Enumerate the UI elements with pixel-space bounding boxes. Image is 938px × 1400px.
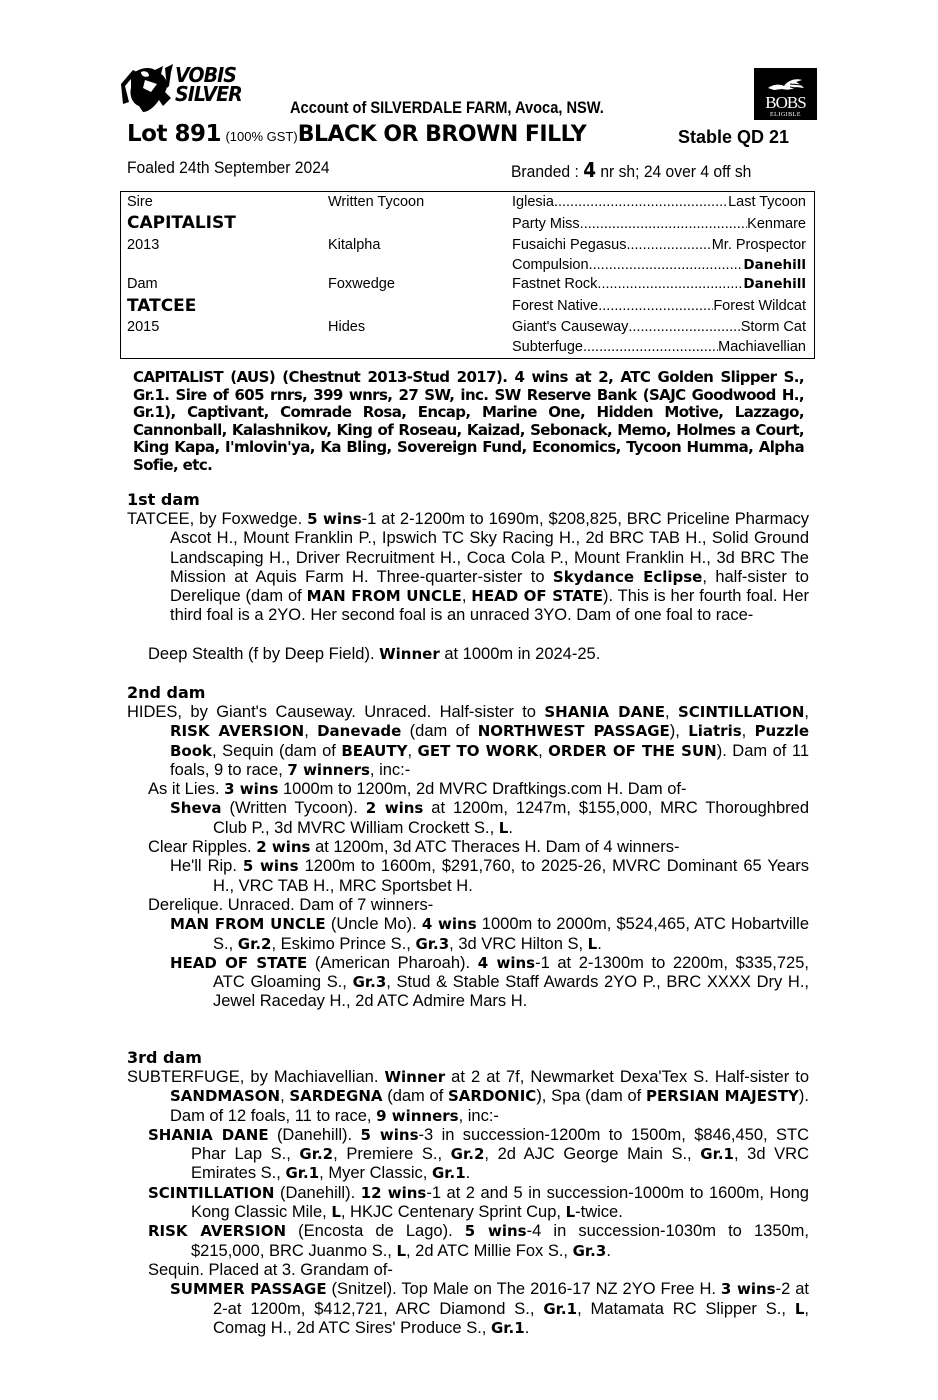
bold-highlight: 5 wins — [360, 1125, 419, 1144]
great-grandparent-row: Iglesia ..... Last Tycoon — [512, 194, 806, 210]
brand-info — [511, 158, 751, 182]
pedigree-entry: HIDES, by Giant's Causeway. Unraced. Half-sister to SHANIA DANE, SCINTILLATION, RISK AVERSION, Danevade (dam of NORTHWEST PASSAGE), Liatris, Puzzle Book, Sequin (dam of BEAUTY, GET TO WORK, ORDER OF THE SUN). Dam of 11 foals, 9 to race, 7 winners, inc:- — [127, 703, 810, 779]
bold-highlight: Gr.1 — [431, 1164, 466, 1183]
great-grandparent-row: Forest Native ..... Forest Wildcat — [512, 298, 806, 314]
great-grandparent-row: Giant's Causeway ..... Storm Cat — [512, 319, 806, 335]
bold-highlight: L — [565, 1203, 576, 1222]
pedigree-entry: As it Lies. 3 wins 1000m to 1200m, 2d MVRC Draftkings.com H. Dam of- — [148, 780, 687, 799]
great-grandparent-row: Fastnet Rock ..... Danehill — [512, 276, 806, 292]
pedigree-entry: SCINTILLATION (Danehill). 12 wins-1 at 2 and 5 in succession-1000m to 1600m, Hong Kong Classic Mile, L, HKJC Centenary Sprint Cup, L-twice. — [148, 1183, 809, 1222]
dam-name: TATCEE — [127, 296, 197, 316]
bold-highlight: Gr.2 — [237, 934, 272, 953]
bold-highlight: Gr.1 — [700, 1145, 734, 1164]
pedigree-entry: Sequin. Placed at 3. Grandam of- — [148, 1260, 393, 1279]
bold-highlight: ORDER OF THE SUN — [548, 741, 717, 760]
bold-highlight: Puzzle Book — [170, 722, 810, 760]
sire-year: 2013 — [127, 237, 160, 253]
vendor-account: Account of SILVERDALE FARM, Avoca, NSW. — [290, 98, 604, 117]
bold-highlight: Gr.1 — [490, 1318, 525, 1337]
bold-highlight: HEAD OF STATE — [170, 953, 308, 972]
pedigree-entry: He'll Rip. 5 wins 1200m to 1600m, $291,760, to 2025-26, MVRC Dominant 65 Years H., VRC TAB H., MRC Sportsbet H. — [170, 857, 810, 895]
bold-highlight: Sheva — [170, 799, 222, 818]
bold-highlight: Gr.1 — [543, 1299, 578, 1318]
second-dam-entries — [127, 703, 809, 1012]
bold-highlight: 4 wins — [477, 953, 536, 972]
bold-highlight: L — [331, 1203, 341, 1222]
bold-highlight: Gr.3 — [572, 1241, 607, 1260]
dam-label: Dam — [127, 276, 158, 292]
bold-highlight: SANDMASON — [170, 1087, 281, 1106]
pedigree-entry: Derelique. Unraced. Dam of 7 winners- — [148, 895, 434, 914]
bold-highlight: Danevade — [317, 722, 402, 741]
bold-highlight: 9 winners — [376, 1106, 459, 1125]
pedigree-entry: SUBTERFUGE, by Machiavellian. Winner at 2 at 7f, Newmarket Dexa'Tex S. Half-sister to SANDMASON, SARDEGNA (dam of SARDONIC), Spa (dam of PERSIAN MAJESTY). Dam of 12 foals, 11 to race, 9 winners, inc:- — [127, 1068, 809, 1125]
vobis-silver-logo — [115, 62, 255, 118]
pedigree-entry: SUMMER PASSAGE (Snitzel). Top Male on The 2016-17 NZ 2YO Free H. 3 wins-2 at 2-at 1200m, $412,721, ARC Diamond S., Gr.1, Matamata RC Slipper S., L, Comag H., 2d ATC Sires' Produce S., Gr.1. — [170, 1280, 809, 1337]
bold-highlight: L — [794, 1299, 805, 1318]
bold-highlight: Winner — [379, 645, 440, 663]
foaled-date: Foaled 24th September 2024 — [127, 158, 330, 177]
bold-highlight: NORTHWEST PASSAGE — [477, 722, 670, 741]
bold-highlight: 12 wins — [360, 1183, 427, 1202]
bold-highlight: Liatris — [688, 722, 742, 741]
bold-highlight: L — [498, 818, 509, 837]
bold-highlight: Gr.2 — [299, 1145, 334, 1164]
lot-number: Lot 891 — [127, 121, 221, 147]
sire-summary: CAPITALIST (AUS) (Chestnut 2013-Stud 2017). 4 wins at 2, ATC Golden Slipper S., Gr.1. Sire of 605 rnrs, 399 wnrs, 27 SW, inc. SW Reserve Bank (SAJC Goodwood H., Gr.1), Captivant, Comrade Rosa, Encap, Marine One, Hidden Motive, Lazzago, Cannonball, Kalashnikov, King of Roseau, Kaizad, Sebonack, Memo, Holmes a Court, King Kapa, I'mlovin'ya, Ka Bling, Sovereign Fund, Economics, Tycoon Humma, Alpha Sofie, etc. — [133, 368, 804, 474]
brand-mark-icon: 4 — [583, 158, 596, 182]
bold-highlight: Gr.3 — [352, 973, 387, 992]
bold-highlight: Gr.2 — [450, 1145, 485, 1164]
pedigree-entry: RISK AVERSION (Encosta de Lago). 5 wins-4 in succession-1030m to 1350m, $215,000, BRC Juanmo S., L, 2d ATC Millie Fox S., Gr.3. — [148, 1222, 810, 1260]
logo-line-2: SILVER — [175, 82, 242, 106]
great-grandparent-row: Party Miss ..... Kenmare — [512, 216, 806, 232]
first-dam-heading: 1st dam — [127, 490, 200, 509]
pedigree-entry: Clear Ripples. 2 wins at 1200m, 3d ATC Theraces H. Dam of 4 winners- — [148, 838, 680, 857]
bold-highlight: GET TO WORK — [417, 741, 539, 760]
sire-dam: Kitalpha — [328, 237, 381, 253]
bold-highlight: HEAD OF STATE — [471, 587, 603, 606]
bold-highlight: SHANIA DANE — [544, 703, 665, 721]
bold-highlight: MAN FROM UNCLE — [306, 587, 462, 606]
bold-highlight: Gr.3 — [415, 934, 450, 953]
pedigree-entry: MAN FROM UNCLE (Uncle Mo). 4 wins 1000m to 2000m, $524,465, ATC Hobartville S., Gr.2, Eskimo Prince S., Gr.3, 3d VRC Hilton S, L. — [170, 915, 810, 953]
bold-highlight: 3 wins — [720, 1280, 776, 1299]
sire-name: CAPITALIST — [127, 213, 236, 233]
sire-sire: Written Tycoon — [328, 194, 425, 210]
bold-highlight: BEAUTY — [341, 741, 408, 760]
bold-highlight: RISK AVERSION — [170, 722, 305, 741]
bobs-horse-icon — [766, 74, 806, 94]
bold-highlight: 5 wins — [242, 857, 299, 876]
bold-highlight: 4 wins — [421, 915, 477, 934]
logo-line-1: VOBIS — [175, 63, 237, 87]
pedigree-entry: HEAD OF STATE (American Pharoah). 4 wins-1 at 2-1300m to 2200m, $335,725, ATC Gloaming S., Gr.3, Stud & Stable Staff Awards 2YO P., BRC XXXX Dry H., Jewel Raceday H., 2d ATC Admire Mars H. — [170, 953, 809, 1011]
bold-highlight: SHANIA DANE — [148, 1125, 269, 1144]
horse-description: BLACK OR BROWN FILLY — [297, 122, 587, 147]
stable-location: Stable QD 21 — [678, 127, 790, 147]
branded-details: nr sh; 24 over 4 off sh — [600, 162, 752, 181]
third-dam-entries — [127, 1068, 809, 1338]
bold-highlight: 5 wins — [307, 510, 362, 528]
gst-note: (100% GST) — [225, 129, 298, 144]
bold-highlight: SUMMER PASSAGE — [170, 1280, 327, 1299]
bold-highlight: RISK AVERSION — [148, 1222, 287, 1241]
bold-highlight: Winner — [384, 1068, 446, 1086]
bobs-eligible-logo — [754, 68, 817, 120]
pedigree-entry: Sheva (Written Tycoon). 2 wins at 1200m, 1247m, $155,000, MRC Thoroughbred Club P., 3d MVRC William Crockett S., L. — [170, 799, 810, 837]
branded-label: Branded : — [511, 162, 579, 181]
bold-highlight: PERSIAN MAJESTY — [645, 1087, 799, 1106]
first-dam-paragraph: TATCEE, by Foxwedge. 5 wins-1 at 2-1200m to 1690m, $208,825, BRC Priceline Pharmacy Ascot H., Mount Franklin P., Ipswich TC Sky Racing H., 2d BRC TAB H., Solid Ground Landscaping H., Driver Recruitment H., Coca Cola P., Mount Franklin H., 3d BRC The Mission at Aquis Farm H. Three-quarter-sister to Skydance Eclipse, half-sister to Derelique (dam of MAN FROM UNCLE, HEAD OF STATE). This is her fourth foal. Her third foal is a 2YO. Her second foal is an unraced 3YO. Dam of one foal to race- — [127, 510, 810, 625]
bold-highlight: SARDONIC — [448, 1087, 537, 1106]
sire-label: Sire — [127, 194, 153, 210]
second-dam-heading: 2nd dam — [127, 683, 206, 702]
bold-highlight: L — [396, 1241, 407, 1260]
great-grandparent-row: Fusaichi Pegasus ..... Mr. Prospector — [512, 237, 806, 253]
eligible-text: ELIGIBLE — [770, 112, 801, 118]
bold-highlight: 3 wins — [224, 780, 279, 799]
dam-year: 2015 — [127, 319, 160, 335]
bold-highlight: 2 wins — [365, 799, 424, 818]
bold-highlight: L — [587, 934, 598, 953]
great-grandparent-row: Subterfuge ..... Machiavellian — [512, 339, 806, 355]
third-dam-heading: 3rd dam — [127, 1048, 202, 1067]
first-dam-progeny: Deep Stealth (f by Deep Field). Winner at 1000m in 2024-25. — [148, 645, 601, 663]
bold-highlight: 5 wins — [464, 1222, 527, 1241]
bold-highlight: MAN FROM UNCLE — [170, 915, 326, 934]
bold-highlight: Gr.1 — [285, 1164, 320, 1183]
dam-dam: Hides — [328, 319, 366, 335]
lot-heading — [127, 121, 586, 147]
great-grandparent-row: Compulsion ..... Danehill — [512, 257, 806, 273]
bold-highlight: 7 winners — [287, 760, 370, 779]
bold-highlight: 2 wins — [256, 838, 311, 857]
pedigree-entry: SHANIA DANE (Danehill). 5 wins-3 in succession-1200m to 1500m, $846,450, STC Phar Lap S., Gr.2, Premiere S., Gr.2, 2d AJC George Main S., Gr.1, 3d VRC Emirates S., Gr.1, Myer Classic, Gr.1. — [148, 1125, 809, 1183]
bold-highlight: Skydance Eclipse — [552, 567, 703, 586]
pedigree-table — [120, 191, 815, 359]
bold-highlight: SARDEGNA — [289, 1087, 383, 1106]
bold-highlight: SCINTILLATION — [677, 703, 805, 721]
dam-sire: Foxwedge — [328, 276, 395, 292]
bold-highlight: SCINTILLATION — [148, 1183, 275, 1202]
bobs-text: BOBS — [765, 93, 806, 112]
